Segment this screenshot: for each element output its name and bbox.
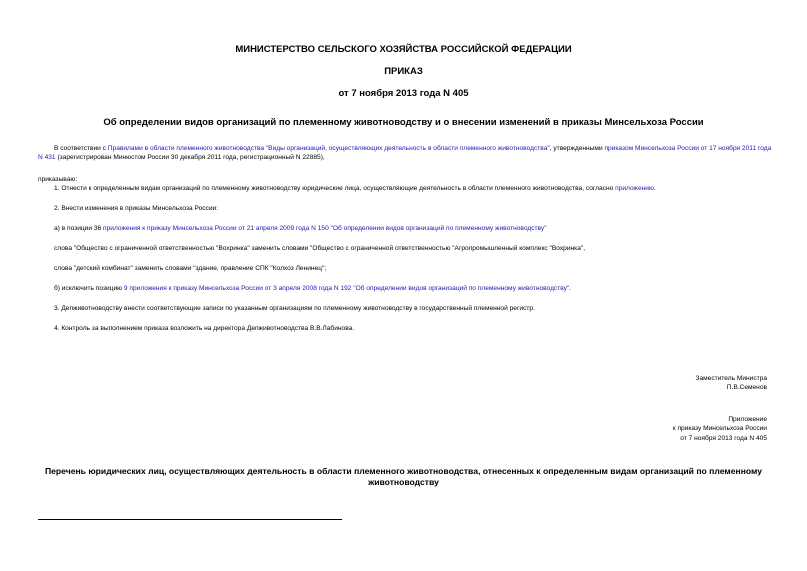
item-2a-text: а) в позиции 36 — [54, 225, 104, 233]
appendix-link[interactable]: приложению — [615, 185, 654, 193]
item-1-text: 1. Отнести к определенным видам организаций по племенному животноводству юридические лица, осуществляющие деятельность в области племенного животноводства, согласно — [54, 185, 616, 193]
footnote-divider — [38, 519, 342, 520]
item-2: 2. Внести изменения в приказы Минсельхоза России: — [54, 205, 219, 213]
list-title: Перечень юридических лиц, осуществляющих деятельность в области племенного животноводства, отнесенных к определенным видам организаций по племенному животноводству — [44, 466, 763, 487]
appendix-ref-line1: Приложение — [728, 416, 767, 423]
item-1-end: . — [653, 185, 656, 193]
order-label: ПРИКАЗ — [384, 66, 423, 77]
document-body — [38, 144, 773, 333]
preamble-text-3: (зарегистрирован Минюстом России 30 декабря 2011 года, регистрационный N 22885), — [55, 154, 325, 162]
item-4: 4. Контроль за выполнением приказа возложить на директора Депживотноводства В.В.Лабинова. — [54, 324, 355, 332]
appendix-ref-line3: от 7 ноября 2013 года N 405 — [680, 434, 767, 442]
signature-name: П.В.Семенов — [726, 384, 767, 392]
order-192-link[interactable]: 9 приложения к приказу Минсельхоза России от 3 апреля 2008 года N 192 "Об определении видов организаций по племенному животноводству" — [123, 284, 570, 292]
order-date: от 7 ноября 2013 года N 405 — [338, 88, 469, 99]
preamble-paragraph — [38, 144, 773, 163]
order-150-link[interactable]: приложения к приказу Минсельхоза России от 21 апреля 2009 года N 150 "Об определении видов организаций по племенному животноводству" — [103, 225, 547, 233]
rules-link[interactable]: Правилами в области племенного животноводства "Виды организаций, осуществляющих деятельность в области племенного животноводства" — [107, 145, 550, 152]
item-2a-words2: слова "детский комбинат" заменить словами "здание, правление СПК "Колхоз Ленинец"; — [54, 264, 327, 272]
item-2b-text: б) исключить позицию — [54, 284, 124, 292]
document-title: Об определении видов организаций по племенному животноводству и о внесении изменений в приказы Минсельхоза России — [103, 117, 704, 128]
preamble-text-1: В соответствии с — [54, 145, 108, 152]
preamble-text-2: , утвержденными — [549, 145, 605, 152]
order-word: приказываю: — [38, 175, 78, 183]
item-2a-words: слова "Общество с ограниченной ответственностью "Вохринка" заменить словами "Общество с ограниченной ответственностью "Агропромышленный комплекс "Вохринка", — [54, 244, 586, 252]
order-431-link[interactable]: приказом Минсельхоза России от 17 ноября 2011 года N 431 — [38, 145, 772, 162]
signature-position: Заместитель Министра — [695, 375, 767, 382]
item-2a — [38, 224, 773, 233]
appendix-reference — [673, 415, 767, 443]
item-1 — [38, 184, 773, 193]
item-2b-end: . — [569, 284, 572, 292]
signature-block — [695, 374, 767, 393]
appendix-ref-line2: к приказу Минсельхоза России — [672, 425, 767, 433]
ministry-heading: МИНИСТЕРСТВО СЕЛЬСКОГО ХОЗЯЙСТВА РОССИЙСКОЙ ФЕДЕРАЦИИ — [235, 44, 572, 55]
item-2b — [38, 284, 773, 293]
item-3: 3. Депживотноводству внести соответствующие записи по указанным организациям по племенному животноводству в государственный племенной регистр. — [54, 304, 535, 312]
